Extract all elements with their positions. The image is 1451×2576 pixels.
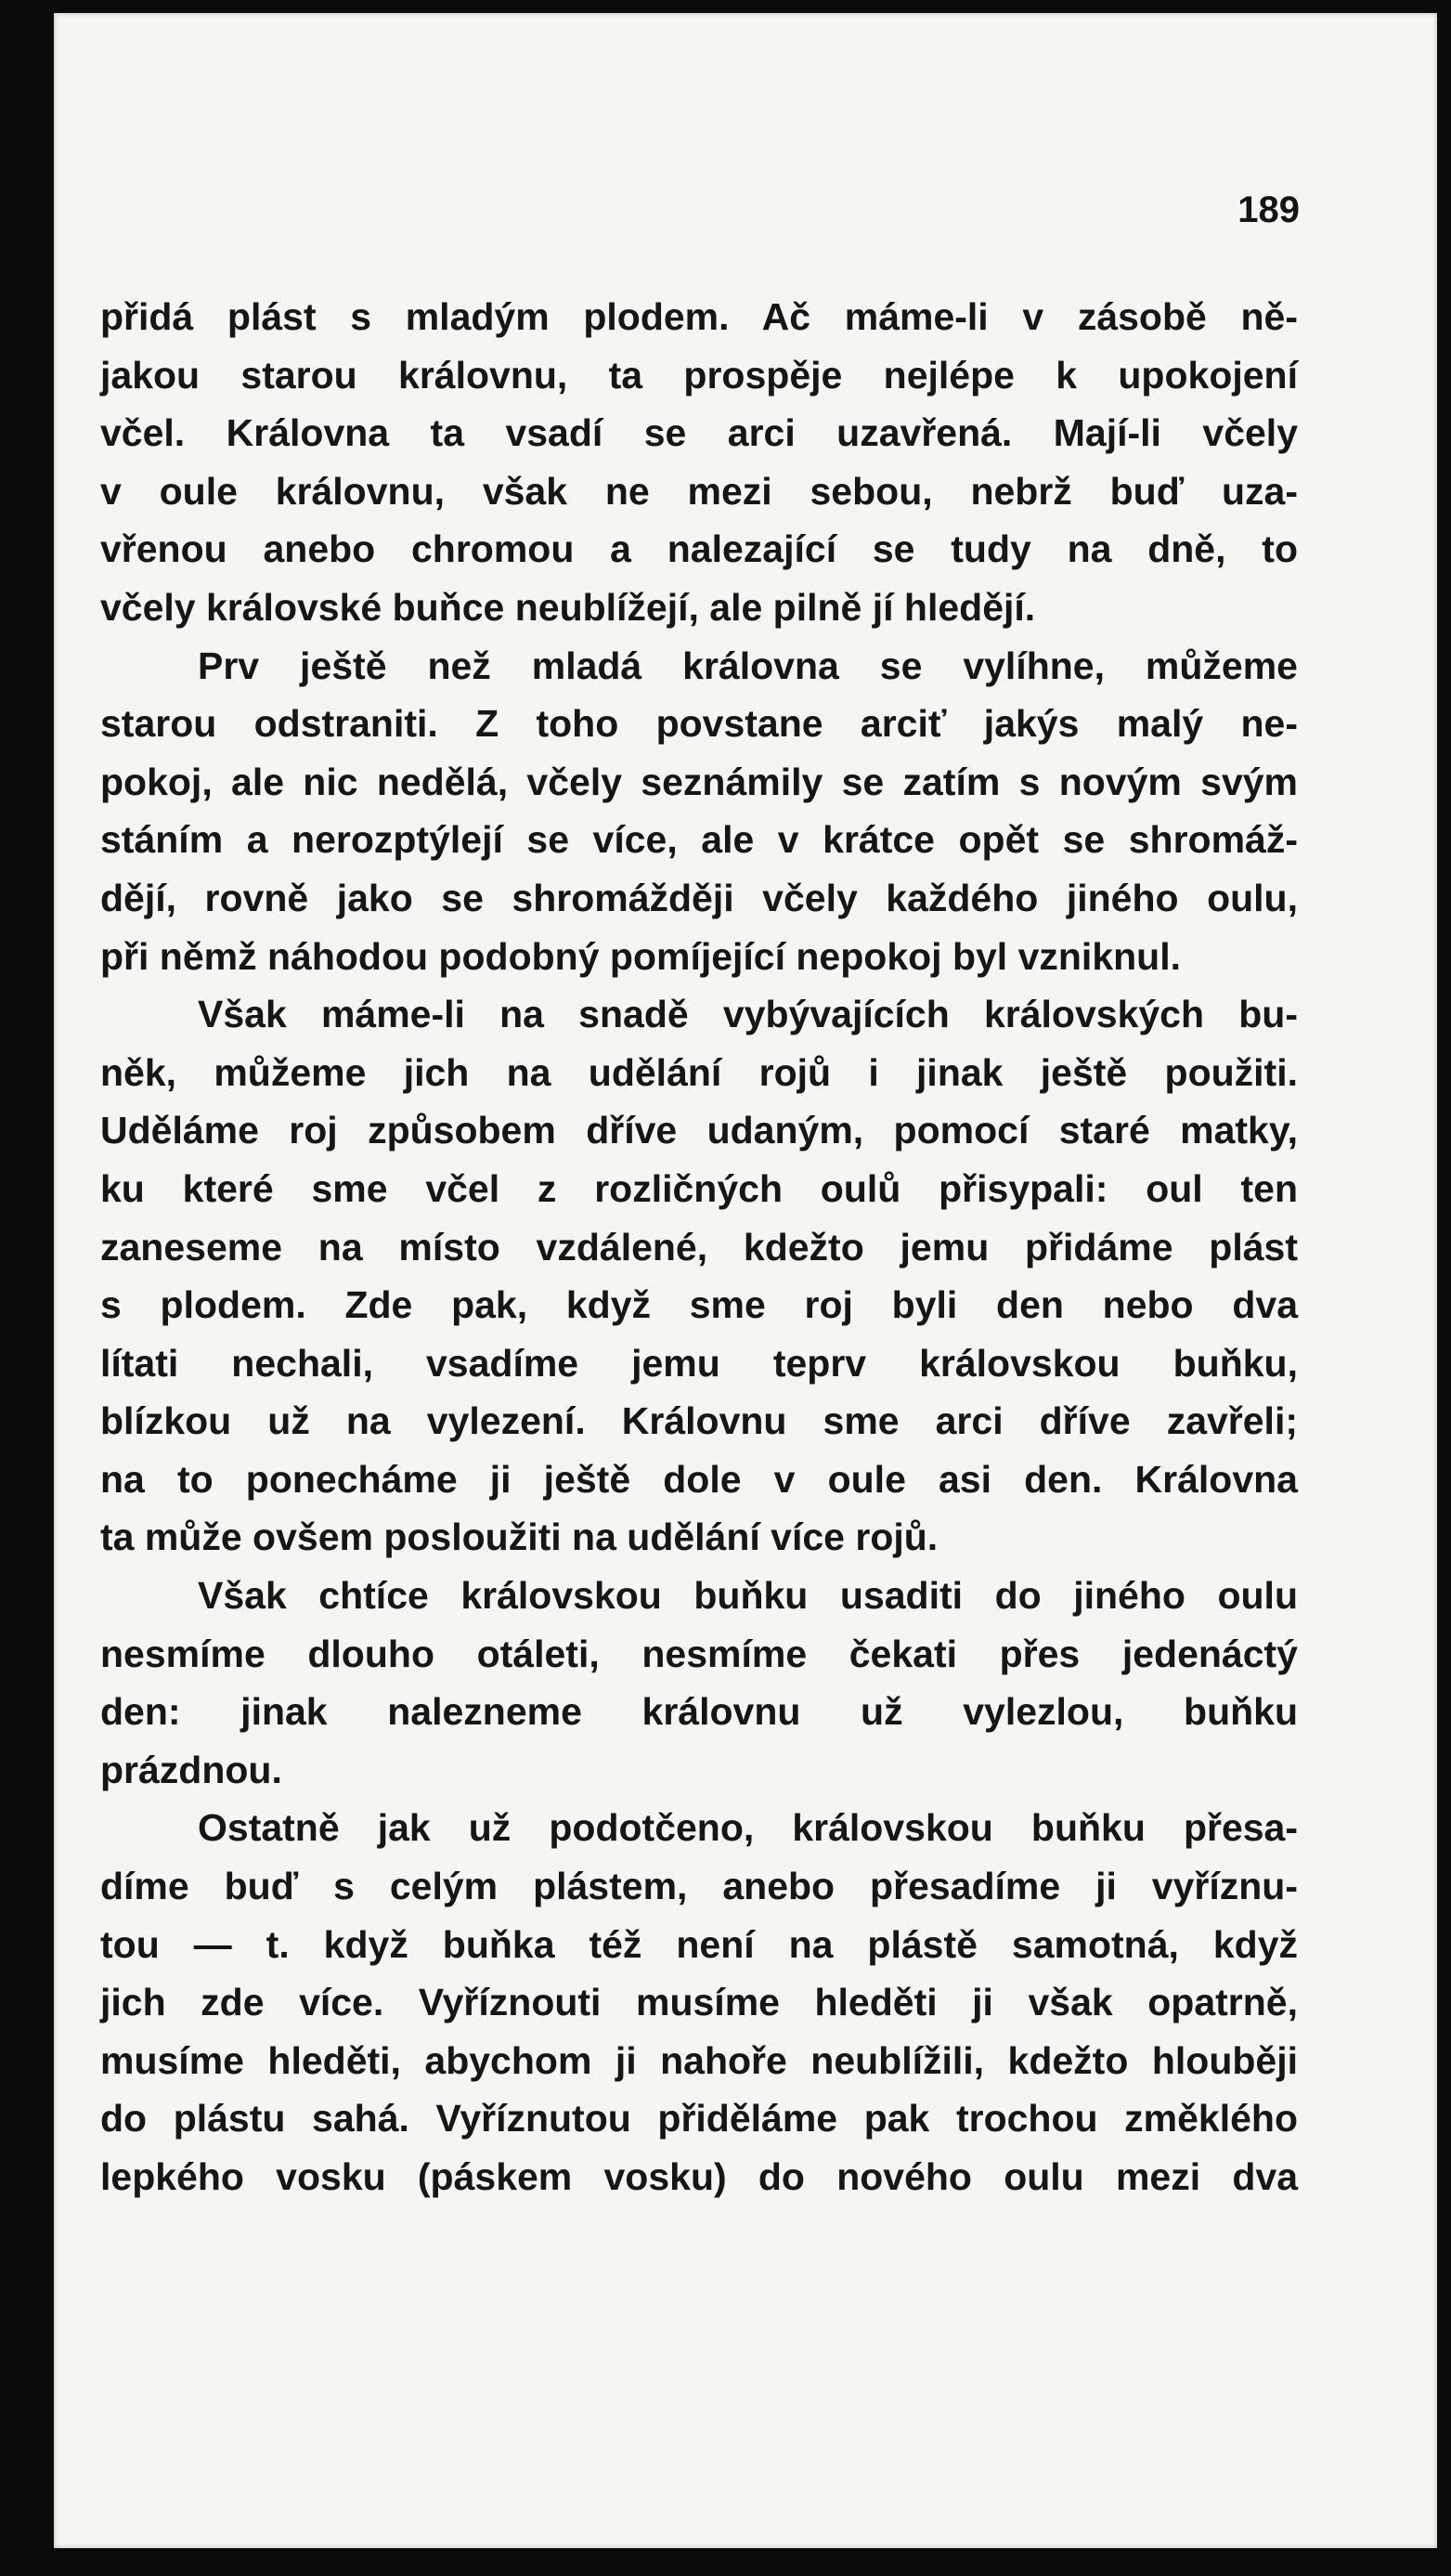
text-line: lepkého vosku (páskem vosku) do nového oulu mezi dva (100, 2155, 1298, 2198)
page-number: 189 (1237, 189, 1300, 230)
text-line: včel. Královna ta vsadí se arci uzavřená. Mají-li včely (100, 411, 1298, 455)
text-line: jich zde více. Vyříznouti musíme hleděti ji však opatrně, (100, 1981, 1298, 2024)
book-page (54, 13, 1437, 2548)
text-line: Ostatně jak už podotčeno, královskou buňku přesa- (198, 1806, 1298, 1850)
text-line: Však chtíce královskou buňku usaditi do jiného oulu (198, 1574, 1298, 1618)
text-line: pokoj, ale nic nedělá, včely seznámily se zatím s novým svým (100, 760, 1298, 803)
text-line: nesmíme dlouho otáleti, nesmíme čekati přes jedenáctý (100, 1632, 1298, 1675)
text-line: ta může ovšem posloužiti na udělání více rojů. (100, 1516, 939, 1559)
text-line: Prv ještě než mladá královna se vylíhne, můžeme (198, 644, 1298, 687)
text-line: zaneseme na místo vzdálené, kdežto jemu přidáme plást (100, 1225, 1298, 1268)
text-line: díme buď s celým plástem, anebo přesadíme ji vyříznu- (100, 1865, 1298, 1908)
text-line: včely královské buňce neublížejí, ale pilně jí hledějí. (100, 585, 1036, 629)
text-line: lítati nechali, vsadíme jemu teprv královskou buňku, (100, 1341, 1298, 1385)
text-line: musíme hleděti, abychom ji nahoře neublížili, kdežto hlouběji (100, 2038, 1298, 2082)
text-line: ku které sme včel z rozličných oulů přisypali: oul ten (100, 1166, 1298, 1210)
text-line: starou odstraniti. Z toho povstane arciť jakýs malý ne- (100, 702, 1298, 746)
text-line: dějí, rovně jako se shromážději včely každého jiného oulu, (100, 876, 1298, 919)
text-line: den: jinak nalezneme královnu už vylezlou, buňku (100, 1690, 1298, 1734)
text-line: stáním a nerozptýlejí se více, ale v krátce opět se shromáž- (100, 818, 1298, 862)
body-text (100, 288, 1298, 2206)
text-line: v oule královnu, však ne mezi sebou, nebrž buď uza- (100, 469, 1298, 513)
text-line: tou — t. když buňka též není na plástě samotná, když (100, 1922, 1298, 1966)
text-line: přidá plást s mladým plodem. Ač máme-li v zásobě ně- (100, 295, 1298, 338)
text-line: na to ponecháme ji ještě dole v oule asi den. Královna (100, 1457, 1298, 1501)
text-line: prázdnou. (100, 1748, 282, 1791)
text-line: Uděláme roj způsobem dříve udaným, pomocí staré matky, (100, 1109, 1298, 1152)
text-line: jakou starou královnu, ta prospěje nejlépe k upokojení (100, 353, 1298, 397)
text-line: Však máme-li na snadě vybývajících královských bu- (198, 993, 1298, 1036)
text-line: s plodem. Zde pak, když sme roj byli den nebo dva (100, 1283, 1298, 1327)
text-line: při němž náhodou podobný pomíjející nepokoj byl vzniknul. (100, 934, 1181, 978)
text-line: do plástu sahá. Vyříznutou přiděláme pak trochou změklého (100, 2097, 1298, 2140)
text-line: něk, můžeme jich na udělání rojů i jinak ještě použiti. (100, 1050, 1298, 1094)
text-line: blízkou už na vylezení. Královnu sme arci dříve zavřeli; (100, 1399, 1298, 1443)
text-line: vřenou anebo chromou a nalezající se tudy na dně, to (100, 527, 1298, 571)
